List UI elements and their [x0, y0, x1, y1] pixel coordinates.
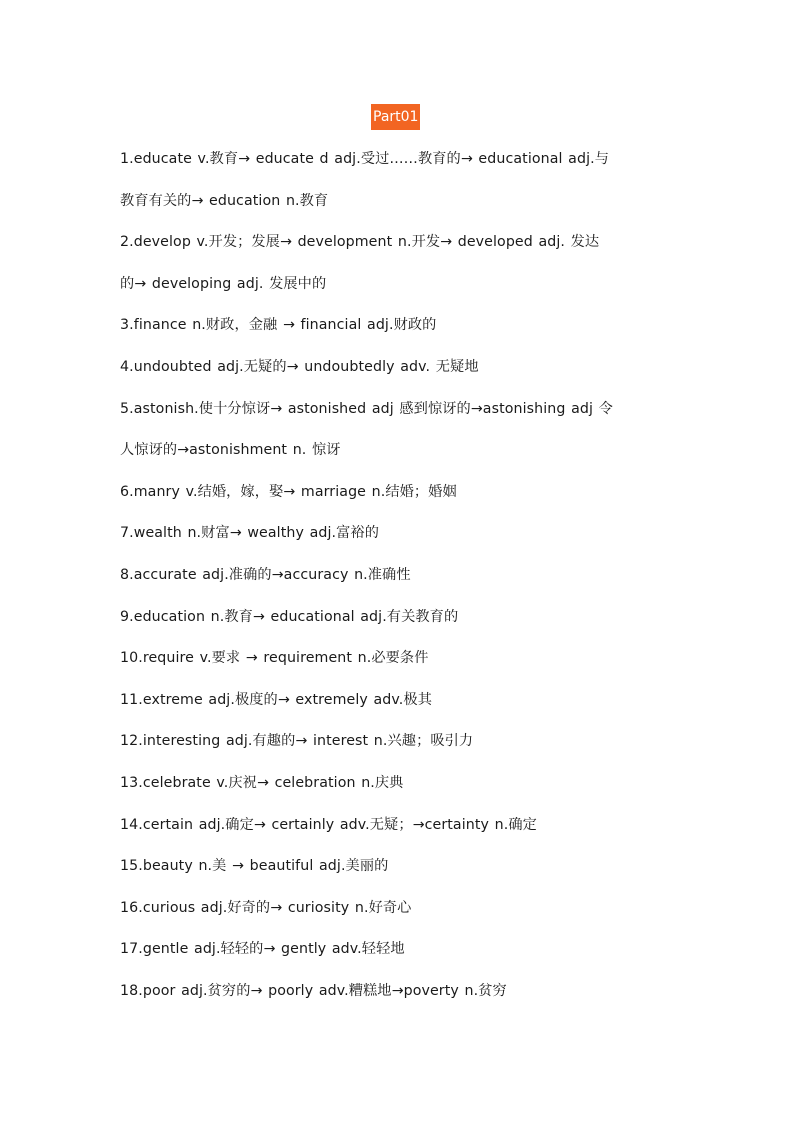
vocab-line: 16.curious adj.好奇的→ curiosity n.好奇心 [120, 899, 412, 916]
vocab-line: 8.accurate adj.准确的→accuracy n.准确性 [120, 566, 411, 583]
vocab-line: 17.gentle adj.轻轻的→ gently adv.轻轻地 [120, 941, 405, 958]
vocab-line: 9.education n.教育→ educational adj.有关教育的 [120, 608, 459, 625]
vocab-line: 18.poor adj.贫穷的→ poorly adv.糟糕地→poverty n.贫穷 [120, 982, 507, 999]
vocab-line: 教育有关的→ education n.教育 [120, 192, 329, 209]
vocab-line: 14.certain adj.确定→ certainly adv.无疑；→certainty n.确定 [120, 816, 537, 833]
vocab-line: 15.beauty n.美 → beautiful adj.美丽的 [120, 858, 389, 875]
vocab-line: 12.interesting adj.有趣的→ interest n.兴趣；吸引力 [120, 733, 474, 750]
vocab-line: 13.celebrate v.庆祝→ celebration n.庆典 [120, 774, 404, 791]
vocab-line: 6.manry v.结婚，嫁，娶→ marriage n.结婚；婚姻 [120, 483, 457, 500]
vocab-line: 11.extreme adj.极度的→ extremely adv.极其 [120, 691, 432, 708]
vocabulary-list [120, 139, 676, 1012]
section-heading: Part01 [371, 104, 420, 130]
vocab-line: 的→ developing adj. 发展中的 [120, 275, 327, 292]
vocab-line: 10.require v.要求 → requirement n.必要条件 [120, 650, 429, 667]
vocab-line: 1.educate v.教育→ educate d adj.受过……教育的→ educational adj.与 [120, 151, 610, 167]
vocab-line: 4.undoubted adj.无疑的→ undoubtedly adv. 无疑地 [120, 358, 479, 375]
vocab-line: 3.finance n.财政，金融 → financial adj.财政的 [120, 317, 437, 334]
vocab-line: 2.develop v.开发；发展→ development n.开发→ developed adj. 发达 [120, 234, 600, 251]
vocab-line: 人惊讶的→astonishment n. 惊讶 [120, 442, 341, 459]
vocab-line: 7.wealth n.财富→ wealthy adj.富裕的 [120, 525, 379, 542]
vocab-line: 5.astonish.使十分惊讶→ astonished adj 感到惊讶的→astonishing adj 令 [120, 400, 613, 417]
